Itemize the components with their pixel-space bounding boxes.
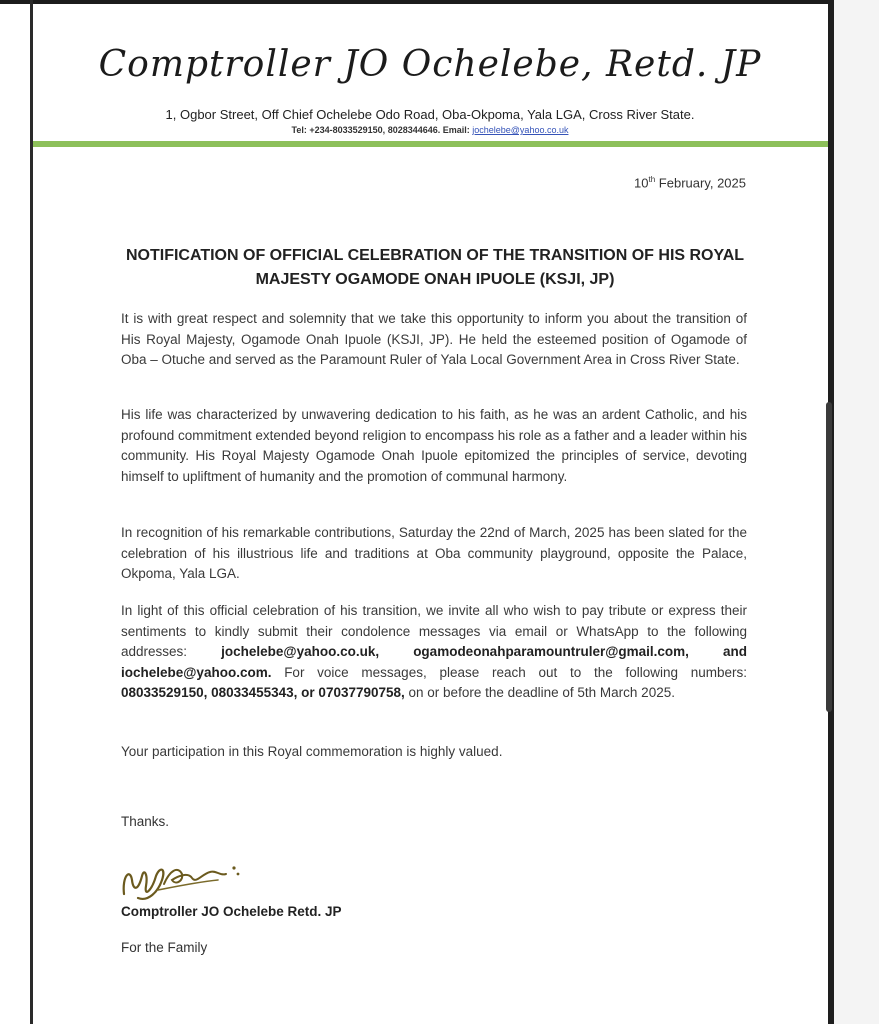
- date-rest: February, 2025: [655, 175, 746, 191]
- body-paragraph-1: It is with great respect and solemnity that we take this opportunity to inform you about the transition of His Royal Majesty, Ogamode Onah Ipuole (KSJI, JP). He held the esteemed position of Ogamode of Oba – Otuche and served as the Paramount Ruler of Yala Local Government Area in Cross River State.: [121, 311, 747, 367]
- body-paragraph-4: [121, 601, 747, 704]
- p4-text-3: on or before the deadline of 5th March 2025.: [404, 685, 675, 700]
- page-right-margin: [834, 0, 879, 1024]
- letter-subject: NOTIFICATION OF OFFICIAL CELEBRATION OF THE TRANSITION OF HIS ROYAL MAJESTY OGAMODE ONAH IPUOLE (KSJI, JP): [125, 247, 745, 288]
- page-left-border: [30, 0, 33, 1024]
- letterhead-divider: [33, 141, 828, 147]
- letterhead-contacts: [60, 125, 800, 135]
- closing-thanks: Thanks.: [121, 814, 170, 829]
- letterhead-address: 1, Ogbor Street, Off Chief Ochelebe Odo Road, Oba-Okpoma, Yala LGA, Cross River State.: [165, 107, 695, 122]
- closing-family: For the Family: [121, 940, 208, 955]
- signature-image: [118, 846, 258, 906]
- date-suffix: th: [648, 175, 656, 184]
- body-paragraph-2: His life was characterized by unwavering dedication to his faith, as he was an ardent Catholic, and his profound commitment extended beyond religion to encompass his role as a father and a leader within his community. His Royal Majesty Ogamode Onah Ipuole epitomized the principles of service, devoting himself to upliftment of humanity and the promotion of communal harmony.: [121, 407, 747, 484]
- p4-text-1: In light of this official celebration of his transition, we invite all who wish to pay tribute or express their sentiments to kindly submit their condolence messages via email or WhatsApp to the following addresses:: [121, 603, 747, 659]
- letter-date: [560, 175, 746, 190]
- date-day: 10: [634, 175, 649, 191]
- letterhead-email-link[interactable]: jochelebe@yahoo.co.uk: [472, 125, 569, 135]
- signer-name: Comptroller JO Ochelebe Retd. JP: [121, 904, 342, 919]
- p4-text-2: For voice messages, please reach out to the following numbers:: [271, 664, 747, 680]
- body-paragraph-3: In recognition of his remarkable contributions, Saturday the 22nd of March, 2025 has been slated for the celebration of his illustrious life and traditions at Oba community playground, opposite the Palace, Okpoma, Yala LGA.: [121, 525, 747, 581]
- body-paragraph-5: Your participation in this Royal commemoration is highly valued.: [121, 744, 503, 759]
- letterhead-name: Comptroller JO Ochelebe, Retd. JP: [98, 44, 762, 85]
- voice-numbers: 08033529150, 08033455343, or 07037790758,: [121, 685, 405, 700]
- contact-phones: Tel: +234-8033529150, 8028344646. Email:: [291, 125, 473, 135]
- page-top-border: [0, 0, 879, 4]
- condolence-emails: jochelebe@yahoo.co.uk, ogamodeonahparamountruler@gmail.com, and iochelebe@yahoo.com.: [121, 644, 747, 680]
- side-scroll-handle[interactable]: [826, 402, 832, 712]
